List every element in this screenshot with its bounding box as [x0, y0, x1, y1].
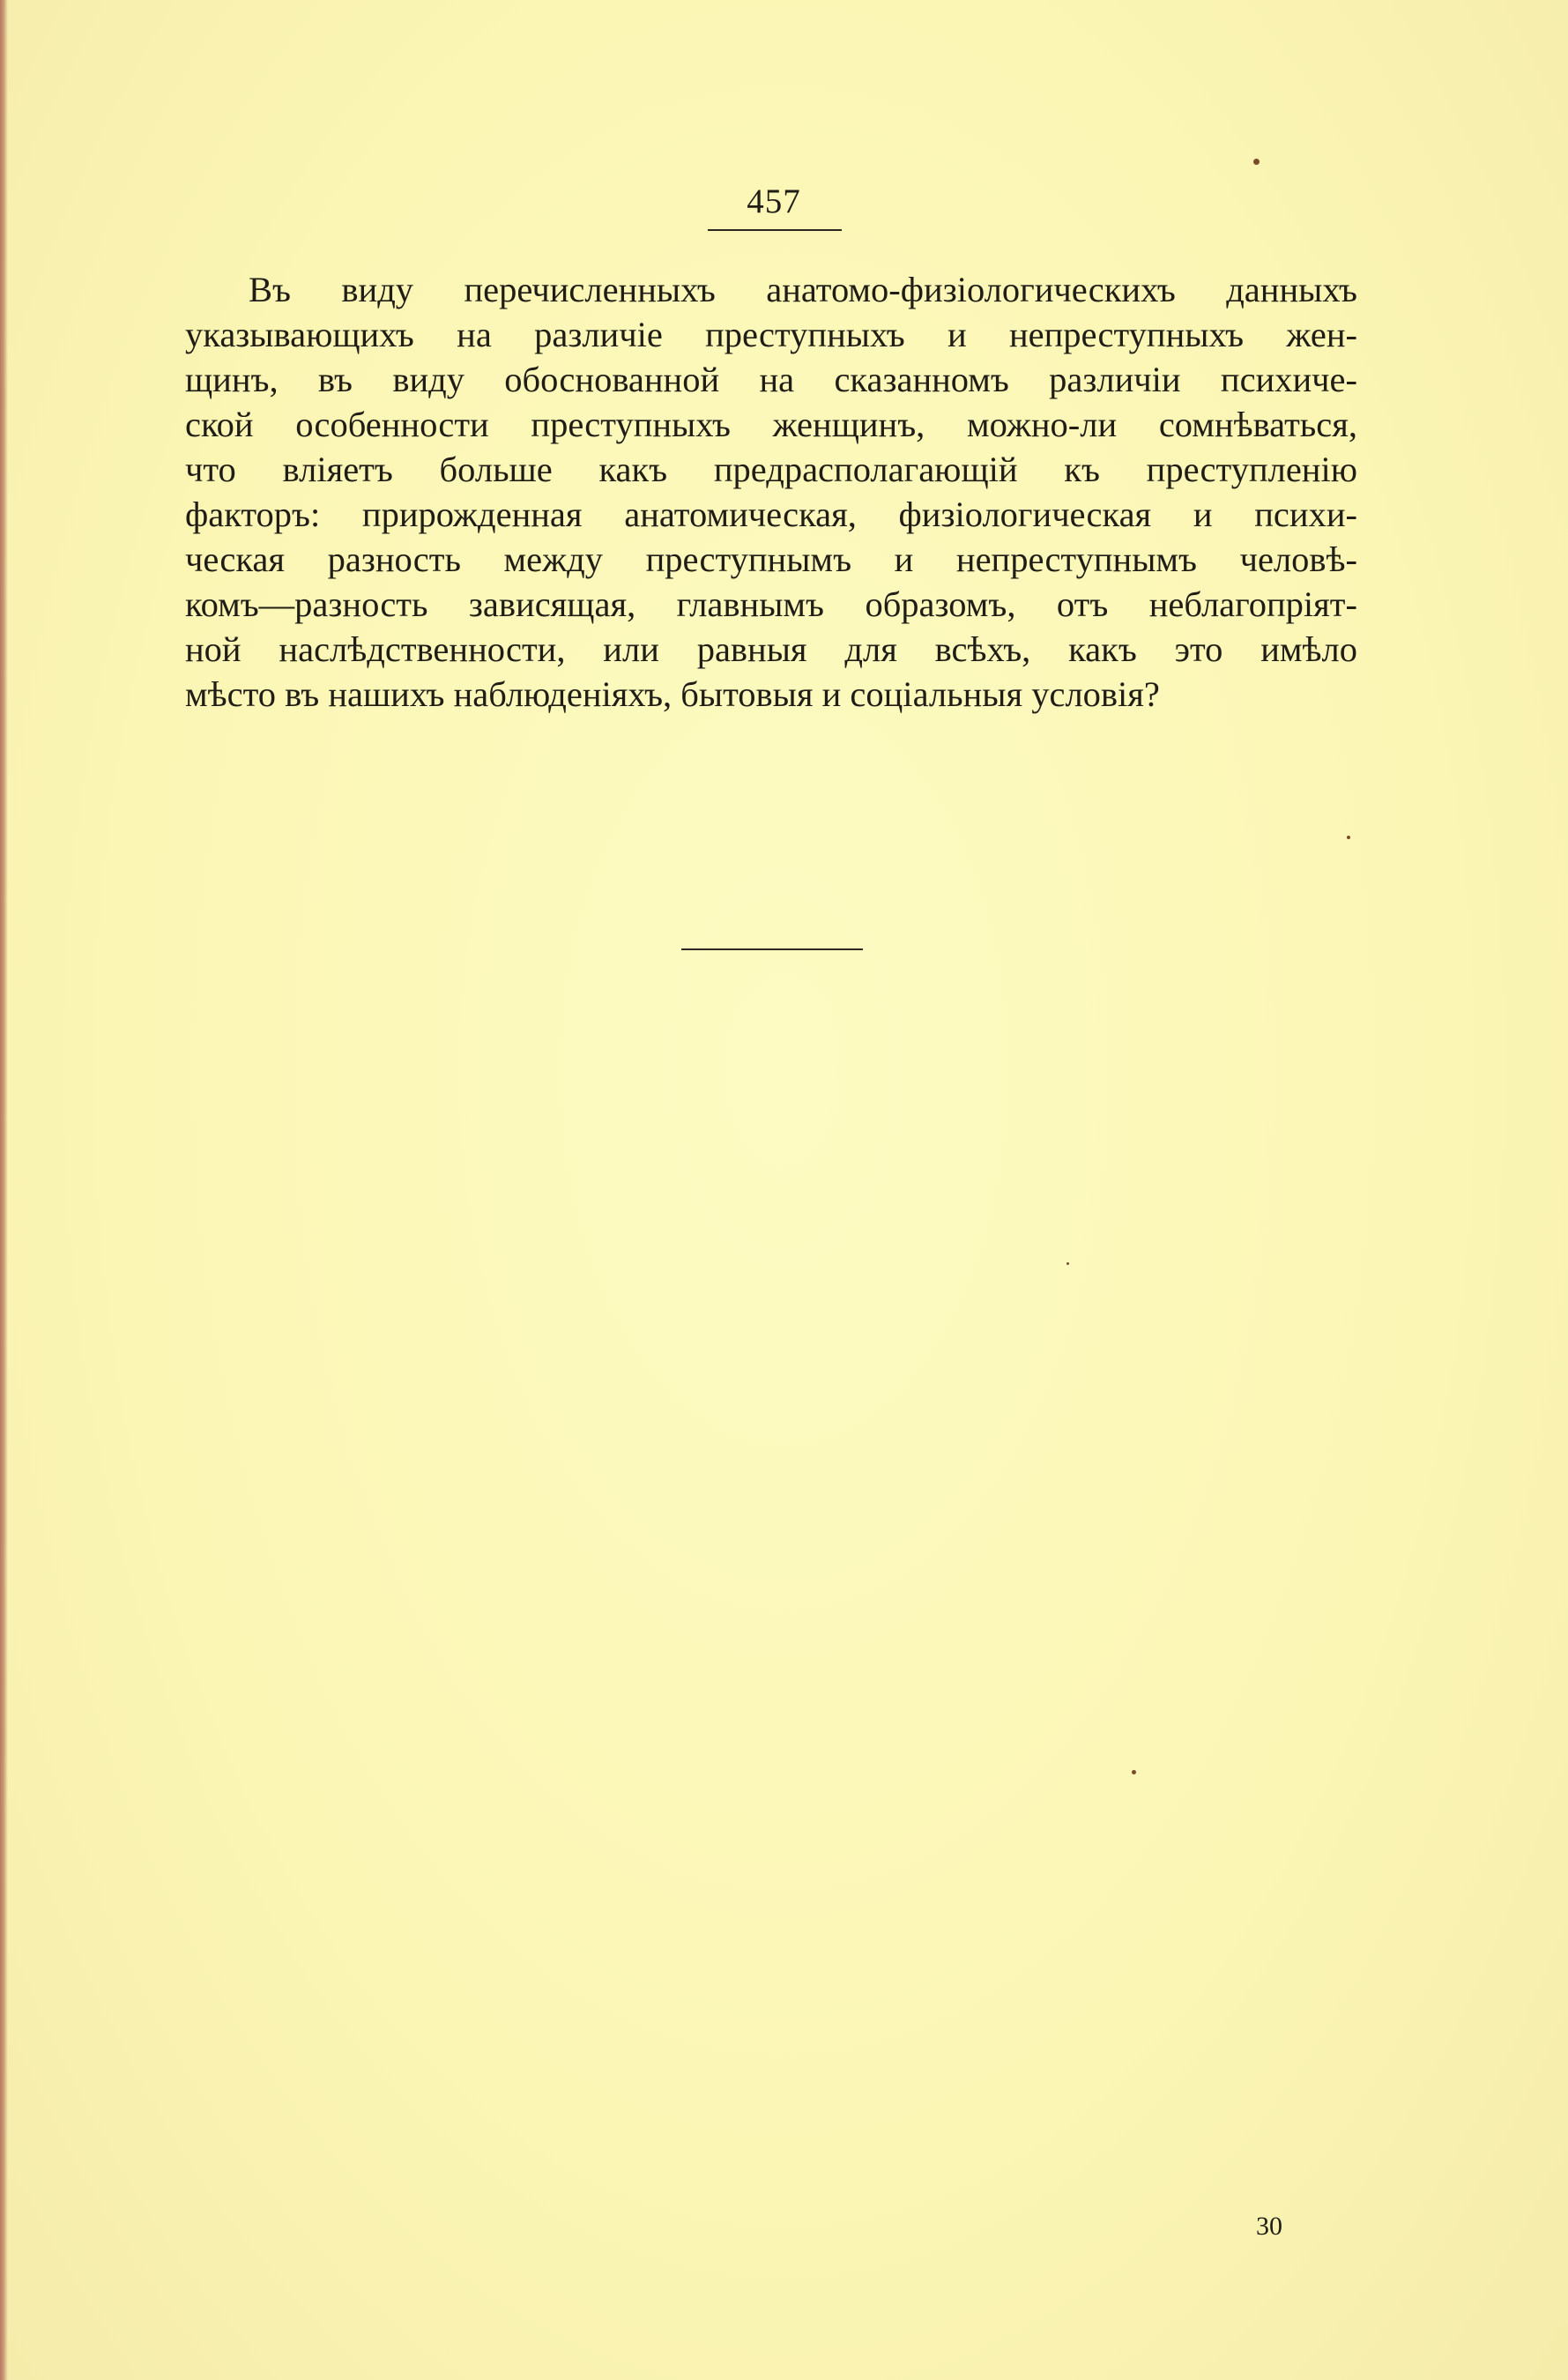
- ink-speck: [1347, 836, 1350, 839]
- text-line: ной наслѣдственности, или равныя для всѣхъ, какъ это имѣло: [185, 629, 1357, 669]
- ink-speck: [1253, 159, 1260, 165]
- page-edge: [0, 0, 8, 2380]
- ink-speck: [1066, 1262, 1069, 1265]
- text-line: ской особенности преступныхъ женщинъ, можно-ли сомнѣваться,: [185, 405, 1357, 444]
- page-number: 457: [747, 182, 801, 220]
- text-line: комъ—разность зависящая, главнымъ образомъ, отъ неблагопрiят-: [185, 584, 1357, 624]
- text-line: Въ виду перечисленныхъ анатомо-физiологическихъ данныхъ: [249, 270, 1357, 309]
- body-paragraph: [185, 267, 1357, 717]
- text-line: указывающихъ на различiе преступныхъ и непреступныхъ жен-: [185, 315, 1357, 354]
- text-line: ческая разность между преступнымъ и непреступнымъ человѣ-: [185, 539, 1357, 579]
- text-line: мѣсто въ нашихъ наблюденiяхъ, бытовыя и соцiальныя условiя?: [185, 674, 1160, 714]
- text-line: щинъ, въ виду обоснованной на сказанномъ различiи психиче-: [185, 360, 1357, 399]
- section-end-rule: [681, 948, 863, 950]
- signature-mark: 30: [1256, 2212, 1282, 2241]
- text-line: факторъ: прирожденная анатомическая, физiологическая и психи-: [185, 495, 1357, 534]
- header-rule: [708, 229, 842, 231]
- ink-speck: [1132, 1770, 1136, 1774]
- text-line: что влiяетъ больше какъ предрасполагающiй къ преступленiю: [185, 450, 1357, 489]
